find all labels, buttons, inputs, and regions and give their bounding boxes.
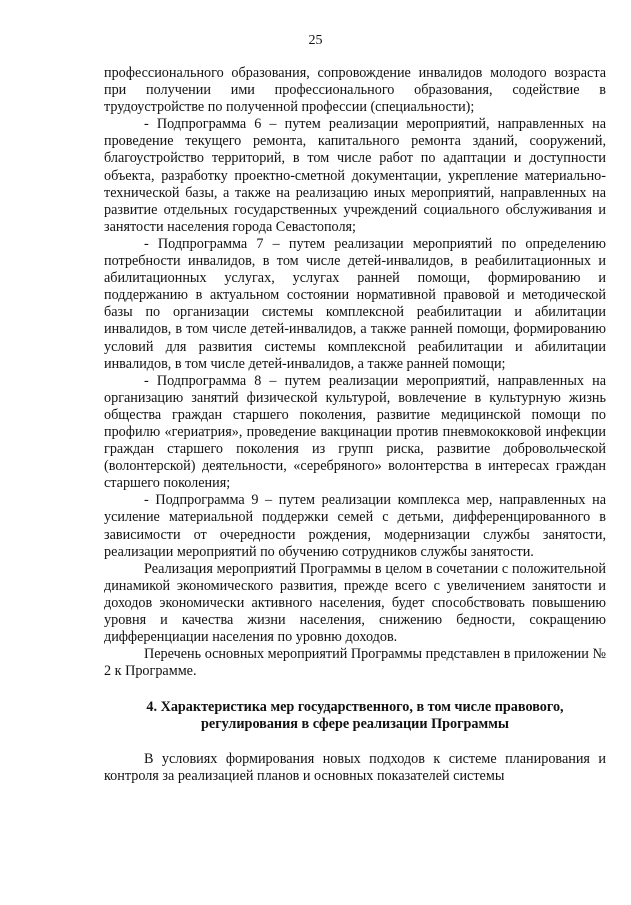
- paragraph: - Подпрограмма 7 – путем реализации мероприятий по определению потребности инвалидов, в том числе детей-инвалидов, в реабилитационных и абилитационных услугах, услугах ранней помощи, формированию и поддержанию в актуальном состоянии нормативной правовой и методической базы по организации системы комплексной реабилитации и абилитации инвалидов, в том числе детей-инвалидов, а также ранней помощи, формированию условий для развития системы комплексной реабилитации и абилитации инвалидов, в том числе детей-инвалидов, а также ранней помощи;: [104, 235, 606, 372]
- section-heading-line-2: регулирования в сфере реализации Программы: [201, 716, 509, 733]
- paragraph: - Подпрограмма 9 – путем реализации комплекса мер, направленных на усиление материальной поддержки семей с детьми, дифференцированного в зависимости от очередности рождения, модернизации службы занятости, реализации мероприятий по обучению сотрудников службы занятости.: [104, 492, 606, 560]
- paragraph: профессионального образования, сопровождение инвалидов молодого возраста при получении ими профессионального образования, содействие в трудоустройстве по полученной профессии (специальности);: [104, 65, 606, 116]
- page-number: 25: [308, 33, 323, 48]
- section-heading: [104, 699, 606, 733]
- section-heading-line-1: 4. Характеристика мер государственного, в том числе правового,: [146, 699, 564, 716]
- paragraphs-before-heading: [104, 65, 606, 680]
- paragraph: Перечень основных мероприятий Программы представлен в приложении № 2 к Программе.: [104, 646, 606, 680]
- paragraph: В условиях формирования новых подходов к системе планирования и контроля за реализацией планов и основных показателей системы: [104, 750, 606, 784]
- paragraphs-after-heading: [104, 751, 606, 785]
- paragraph: - Подпрограмма 6 – путем реализации мероприятий, направленных на проведение текущего ремонта, капитального ремонта зданий, сооружений, благоустройство территорий, в том числе работ по адаптации и доступности объекта, разработку проектно-сметной документации, укрепление материально-технической базы, а также на реализацию иных мероприятий, направленных на развитие отдельных государственных учреждений социального обслуживания и занятости населения города Севастополя;: [104, 116, 606, 235]
- paragraph: Реализация мероприятий Программы в целом в сочетании с положительной динамикой экономического развития, прежде всего с увеличением занятости и доходов экономически активного населения, будет способствовать повышению уровня и качества жизни населения, снижению бедности, сокращению дифференциации населения по уровню доходов.: [104, 560, 606, 646]
- paragraph: - Подпрограмма 8 – путем реализации мероприятий, направленных на организацию занятий физической культурой, вовлечение в культурную жизнь общества граждан старшего поколения, развитие медицинской помощи по профилю «гериатрия», проведение вакцинации против пневмококковой инфекции граждан старшего поколения из групп риска, развитие добровольческой (волонтерской) деятельности, «серебряного» волонтерства в интересах граждан старшего поколения;: [104, 372, 606, 492]
- document-body: [104, 65, 606, 785]
